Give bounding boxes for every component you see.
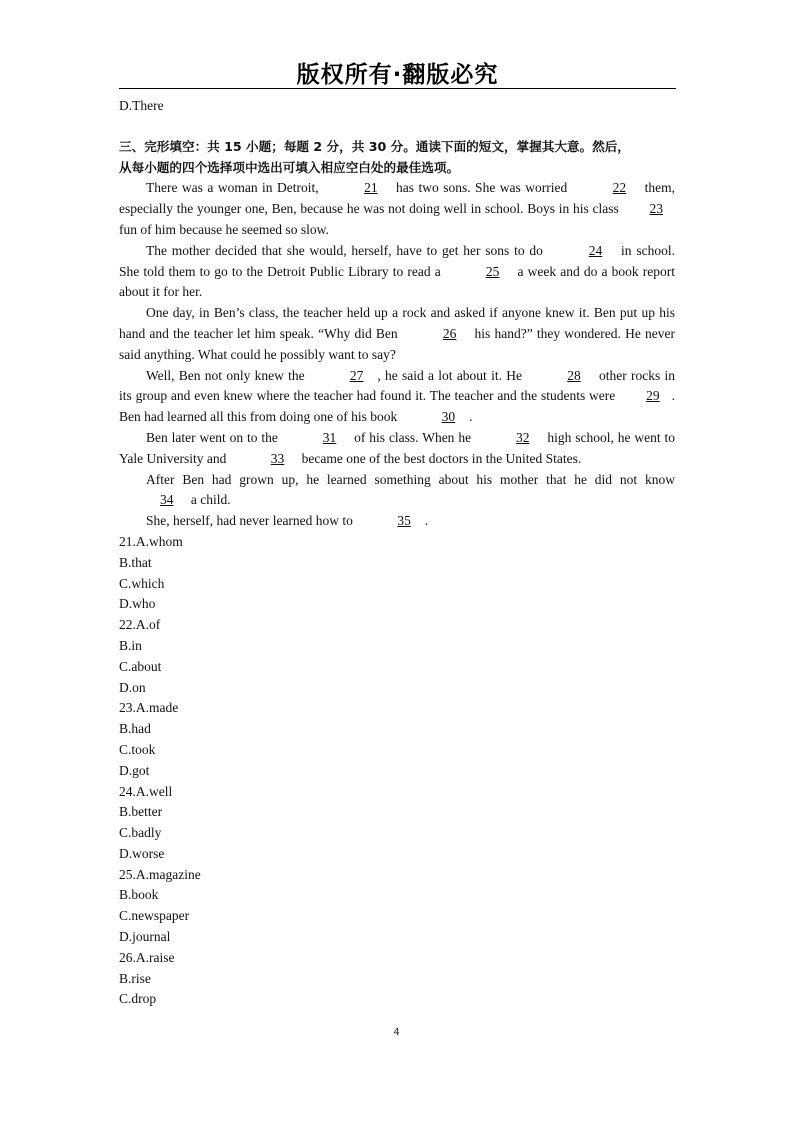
option-item: C.took <box>119 741 156 757</box>
blank-22: 22 <box>612 180 627 196</box>
header-divider <box>119 88 676 89</box>
blank-34: 34 <box>160 492 174 508</box>
passage-text: a week and do a book report about it for her. <box>119 263 675 300</box>
option-item: 21.A.whom <box>119 533 183 549</box>
option-item: D.who <box>119 596 156 612</box>
option-item: 22.A.of <box>119 617 161 633</box>
option-item: B.better <box>119 804 163 820</box>
option-item: B.in <box>119 637 142 653</box>
answer-options <box>119 532 675 1010</box>
passage-text: There was a woman in Detroit, <box>146 180 324 196</box>
passage-text: has two sons. She was worried <box>391 180 572 196</box>
passage-text: in school. She told them to go to the Detroit Public Library to read a <box>119 242 675 279</box>
blank-21: 21 <box>364 180 378 196</box>
blank-33: 33 <box>270 450 285 466</box>
page-content <box>119 96 675 1010</box>
blank-24: 24 <box>588 242 603 258</box>
blank-23: 23 <box>649 201 663 217</box>
passage-text: . <box>424 513 429 529</box>
blank-29: 29 <box>646 388 660 404</box>
spacer <box>119 117 675 137</box>
option-item: D.worse <box>119 845 165 861</box>
option-item: C.which <box>119 575 165 591</box>
passage-paragraph-3 <box>119 303 675 365</box>
passage-text: a child. <box>187 492 231 508</box>
passage-text: She, herself, had never learned how to <box>146 513 357 529</box>
passage-text: One day, in Ben’s class, the teacher held up a rock and asked if anyone knew it. Ben put up his hand and the teacher let him speak. “Why did Ben <box>119 305 675 341</box>
passage-paragraph-6 <box>119 470 675 512</box>
option-item: C.drop <box>119 991 157 1007</box>
passage-paragraph-1 <box>119 178 675 240</box>
option-item: D.on <box>119 679 146 695</box>
blank-32: 32 <box>515 429 530 445</box>
option-item: C.newspaper <box>119 908 190 924</box>
blank-31: 31 <box>322 429 337 445</box>
section-heading-line-2: 从每小题的四个选择项中选出可填入相应空白处的最佳选项。 <box>119 159 460 175</box>
passage-paragraph-2 <box>119 241 675 303</box>
option-item: D.journal <box>119 929 171 945</box>
option-item: B.book <box>119 887 159 903</box>
option-item: B.rise <box>119 970 151 986</box>
blank-27: 27 <box>349 367 364 383</box>
blank-35: 35 <box>397 513 411 529</box>
blank-25: 25 <box>485 263 500 279</box>
passage-paragraph-7 <box>119 511 675 532</box>
blank-26: 26 <box>442 325 457 341</box>
previous-option: D.There <box>119 98 164 113</box>
section-heading-line-1: 三、完形填空：共 15 小题；每题 2 分，共 30 分。通读下面的短文，掌握其大意。然后， <box>119 138 630 154</box>
passage-text: fun of him because he seemed so slow. <box>119 221 329 237</box>
header-title: 版权所有·翻版必究 <box>296 62 499 88</box>
option-item: 24.A.well <box>119 783 173 799</box>
option-item: 23.A.made <box>119 700 179 716</box>
passage-text: After Ben had grown up, he learned something about his mother that he did not know <box>146 471 675 487</box>
passage-text: . Ben had learned all this from doing one of his book <box>119 388 675 425</box>
passage-text: , he said a lot about it. He <box>377 367 527 383</box>
option-item: C.badly <box>119 825 162 841</box>
passage-text: became one of the best doctors in the United States. <box>298 450 582 466</box>
passage-text: of his class. When he <box>350 429 475 445</box>
passage-text: Well, Ben not only knew the <box>146 367 309 383</box>
option-item: 26.A.raise <box>119 949 175 965</box>
page-number: 4 <box>393 1027 400 1038</box>
passage-text: The mother decided that she would, herself, have to get her sons to do <box>146 242 548 258</box>
blank-30: 30 <box>441 409 456 425</box>
option-item: 25.A.magazine <box>119 866 201 882</box>
passage-text: Ben later went on to the <box>146 429 282 445</box>
passage-paragraph-5 <box>119 428 675 470</box>
passage-text: his hand?” they wondered. He never said anything. What could he possibly want to say? <box>119 325 675 362</box>
option-item: B.had <box>119 721 151 737</box>
option-item: D.got <box>119 762 150 778</box>
blank-28: 28 <box>567 367 581 383</box>
passage-text: . <box>469 409 473 425</box>
passage-text: high school, he went to Yale University and <box>119 429 675 466</box>
option-item: C.about <box>119 658 162 674</box>
option-item: B.that <box>119 554 152 570</box>
passage-paragraph-4 <box>119 366 675 428</box>
passage-text: other rocks in its group and even knew where the teacher had found it. The teacher and the students were <box>119 367 676 404</box>
passage-text: them, especially the younger one, Ben, because he was not doing well in school. Boys in his class <box>119 180 676 217</box>
